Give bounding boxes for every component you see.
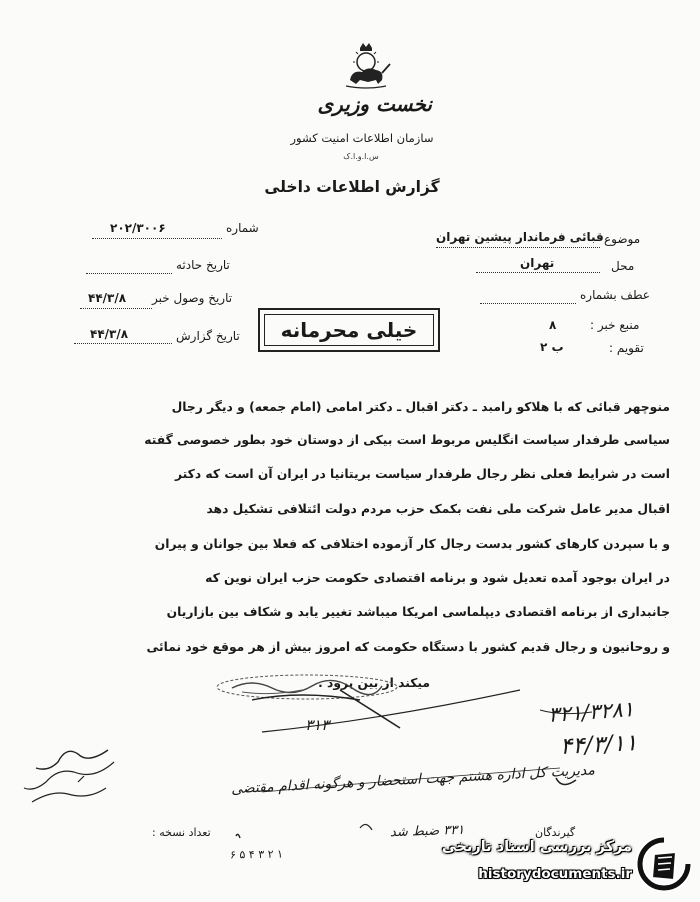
received-date-label: تاریخ وصول خبر — [152, 291, 233, 305]
copy-mark: ۶ — [229, 848, 237, 862]
archive-logo-icon — [636, 836, 692, 894]
lion-and-sun-emblem-icon — [338, 40, 394, 90]
body-line: و روحانیون و رجال قدیم کشور با دستگاه حکومت که امروز بیش از هر موقع خود نمائی — [146, 640, 670, 654]
number-value: ۲۰۲/۳۰۰۶ — [110, 221, 166, 235]
place-value: تهران — [520, 256, 555, 270]
copy-mark: ۳ — [258, 847, 265, 861]
subject-value: قبائی فرماندار پیشین تهران — [436, 230, 604, 244]
ministry-title: نخست وزیری — [317, 92, 432, 116]
body-line: منوچهر قبائی که با هلاکو رامبد ـ دکتر اقبال ـ دکتر امامی (امام جمعه) و دیگر رجال — [171, 400, 670, 414]
subject-label: موضوع — [604, 232, 641, 246]
subject-line — [436, 247, 600, 248]
event-date-label: تاریخ حادثه — [176, 258, 230, 272]
number-label: شماره — [226, 221, 259, 235]
handwritten-signature-icon — [18, 742, 118, 812]
source-label: منبع خبر : — [590, 318, 640, 332]
source-value: ۸ — [549, 318, 557, 332]
place-label: محل — [611, 259, 635, 273]
rating-value: ب ۲ — [540, 340, 564, 354]
report-date-line — [74, 343, 172, 344]
organization-abbrev: س.ا.و.ا.ک — [343, 152, 379, 161]
watermark-url: historydocuments.ir — [478, 866, 632, 882]
body-line: و با سپردن کارهای کشور بدست رجال کار آزموده اختلافی که فعلا بین جوانان و پیران — [154, 537, 670, 551]
handwritten-reference-number: ۳۲۱/۳۲۸۱ — [547, 697, 635, 727]
event-date-line — [86, 273, 172, 274]
recipients-label: گیرندگان — [535, 826, 576, 839]
body-line: میکند از بین برود . — [318, 676, 430, 690]
signature-number: ۳۱۳ — [305, 716, 330, 734]
copy-mark: ۲ — [267, 847, 274, 861]
ref-line — [480, 303, 576, 304]
watermark-title: مرکز بررسی اسناد تاریخی — [441, 839, 632, 855]
organization-name: سازمان اطلاعات امنیت کشور — [290, 131, 434, 145]
body-line: در ایران بوجود آمده تعدیل شود و برنامه اقتصادی حکومت حزب ایران نوین که — [205, 571, 670, 585]
body-line: سیاسی طرفدار سیاست انگلیس مربوط است بیکی از دوستان خود بطور خصوصی گفته — [144, 433, 670, 447]
recipients-value: ۳۳۱ ضبط شد — [389, 822, 465, 841]
copy-mark: ۵ — [239, 848, 246, 862]
copy-mark: ۴ — [248, 848, 255, 862]
copies-marks — [230, 848, 283, 862]
report-date-value: ۴۴/۳/۸ — [90, 327, 129, 341]
body-line: است در شرایط فعلی نظر رجال طرفدار سیاست بریتانیا در ایران آن است که دکتر — [175, 467, 670, 481]
received-date-line — [80, 308, 152, 309]
report-title: گزارش اطلاعات داخلی — [264, 178, 440, 196]
report-date-label: تاریخ گزارش — [176, 329, 240, 343]
body-line: جانبداری از برنامه اقتصادی دیپلماسی امریکا میباشد تغییر یابد و شکاف بین بازاریان — [166, 605, 670, 619]
number-line — [92, 238, 222, 239]
body-line: اقبال مدیر عامل شرکت ملی نفت بکمک حزب مردم دولت ائتلافی تشکیل دهد — [206, 502, 670, 516]
received-date-value: ۴۴/۳/۸ — [88, 291, 127, 305]
place-line — [476, 272, 600, 273]
handwritten-referral-note: مدیریت کل اداره هشتم جهت استحضار و هرگونه اقدام مقتضی — [230, 762, 596, 798]
classification-stamp: خیلی محرمانه — [280, 318, 418, 342]
ref-label: عطف بشماره — [580, 288, 650, 302]
copy-mark: ۱ — [276, 847, 284, 861]
handwritten-date: ۴۴/۳/۱۱ — [559, 729, 638, 761]
copies-label: تعداد نسخه : — [152, 826, 211, 839]
rating-label: تقویم : — [609, 341, 644, 355]
